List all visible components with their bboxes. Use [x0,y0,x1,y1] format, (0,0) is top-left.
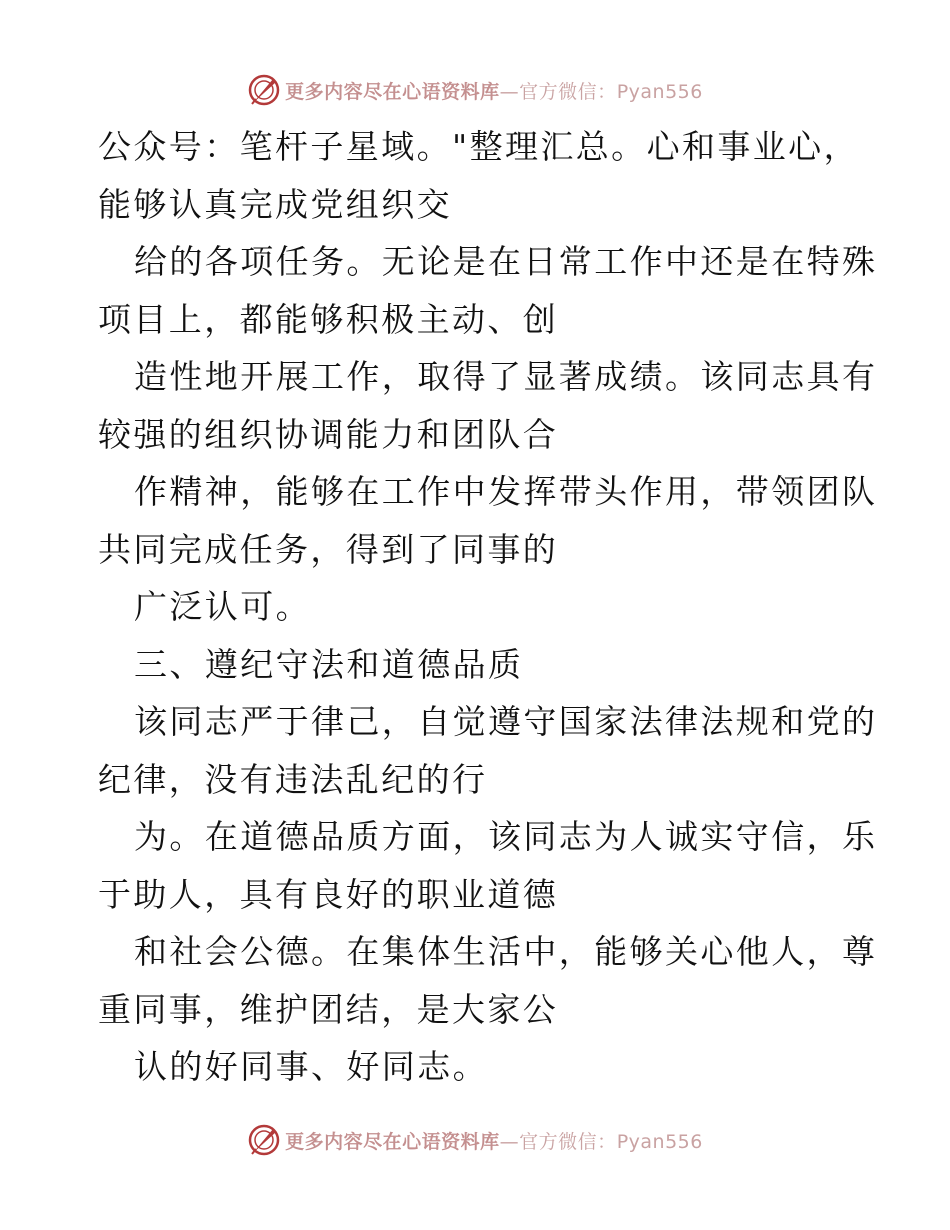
paragraph-line: 认的好同事、好同志。 [134,1047,488,1086]
paragraph-1 [98,118,858,233]
paragraph-line: 给的各项任务。无论是在日常工作中还是在特殊 [134,242,878,281]
footer-separator: — [499,1130,520,1153]
paragraph-2 [98,233,878,348]
paragraph-line: 该同志严于律己，自觉遵守国家法律法规和党的 [134,702,878,741]
paragraph-10 [98,1038,858,1096]
footer-brand: 更多内容尽在心语资料库 [285,1130,500,1153]
paragraph-line: 公众号：笔杆子星域。"整理汇总。心和事业心， [98,127,859,166]
header-brand: 更多内容尽在心语资料库 [285,80,500,103]
paragraph-line: 广泛认可。 [134,587,311,626]
header-banner [0,70,950,110]
section-heading [98,636,858,694]
paragraph-7 [98,693,878,808]
paragraph-line: 和社会公德。在集体生活中，能够关心他人，尊 [134,932,878,971]
paragraph-8 [98,808,878,923]
quill-logo-icon [247,73,281,107]
paragraph-line: 项目上，都能够积极主动、创 [98,299,559,339]
header-wechat-id: Pyan556 [616,80,703,103]
paragraph-line: 能够认真完成党组织交 [98,184,452,224]
footer-wechat-label: 官方微信： [519,1130,617,1153]
paragraph-3 [98,348,878,463]
header-wechat-label: 官方微信： [519,80,617,103]
paragraph-9 [98,923,878,1038]
paragraph-line: 为。在道德品质方面，该同志为人诚实守信，乐 [134,817,878,856]
quill-logo-icon [247,1123,281,1157]
paragraph-line: 作精神，能够在工作中发挥带头作用，带领团队 [134,472,878,511]
paragraph-line: 较强的组织协调能力和团队合 [98,414,559,454]
paragraph-line: 重同事，维护团结，是大家公 [98,989,559,1029]
header-text [285,77,703,104]
paragraph-line: 共同完成任务，得到了同事的 [98,529,559,569]
document-body [98,118,878,1096]
header-separator: — [499,80,520,103]
paragraph-line: 造性地开展工作，取得了显著成绩。该同志具有 [134,357,878,396]
footer-wechat-id: Pyan556 [616,1130,703,1153]
footer-text [285,1127,703,1154]
paragraph-5 [98,578,858,636]
section-heading-text: 三、遵纪守法和道德品质 [134,644,524,684]
paragraph-line: 于助人，具有良好的职业道德 [98,874,559,914]
footer-banner [0,1120,950,1160]
paragraph-line: 纪律，没有违法乱纪的行 [98,759,488,799]
paragraph-4 [98,463,878,578]
